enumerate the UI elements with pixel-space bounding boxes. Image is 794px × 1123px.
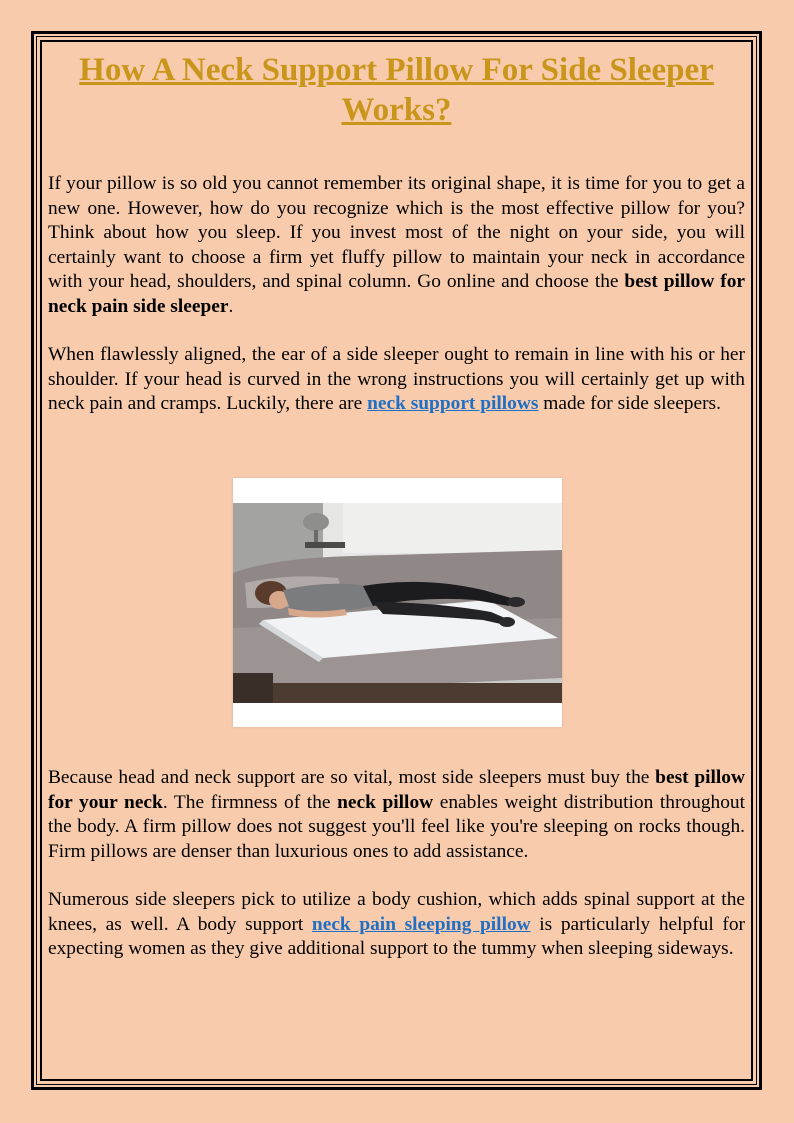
paragraph-body-cushion-end: is particularly helpful for expecting women as they give additional support to the tummy when sleeping sideways. xyxy=(48,913,745,959)
paragraph-intro-text: If your pillow is so old you cannot remember its original shape, it is time for you to get a new one. However, how do you recognize which is the most effective pillow for you? Think about how you sleep. If you invest most of the night on your side, you will certainly want to choose a firm yet fluffy pillow to maintain your neck in accordance with your head, shoulders, and spinal column. Go online and choose the xyxy=(48,173,745,292)
photo-woman-sleeping xyxy=(233,478,562,727)
article-bottom xyxy=(48,766,745,962)
paragraph-body-cushion-text: Numerous side sleepers pick to utilize a body cushion, which adds spinal support at the knees, as well. A body support xyxy=(48,889,745,935)
paragraph-intro xyxy=(48,172,745,319)
bold-best-pillow-for-neck: best pillow for your neck xyxy=(48,767,746,813)
page-title: How A Neck Support Pillow For Side Sleeper Works? xyxy=(79,52,714,128)
bold-best-pillow-side-sleeper: best pillow for neck pain side sleeper xyxy=(48,271,745,317)
paragraph-head-neck-text1: Because head and neck support are so vital, most side sleepers must buy the xyxy=(48,767,656,788)
link-neck-pain-sleeping-pillow[interactable]: neck pain sleeping pillow xyxy=(311,913,531,935)
paragraph-intro-end: . xyxy=(228,295,234,317)
paragraph-head-neck-text3: enables weight distribution throughout the body. A firm pillow does not suggest you'll feel like you're sleeping on rocks though. Firm pillows are denser than luxurious ones to add assistance. xyxy=(48,791,745,862)
paragraph-alignment xyxy=(48,343,745,417)
bold-neck-pillow: neck pillow xyxy=(337,791,434,813)
paragraph-head-neck-text2: . The firmness of the xyxy=(162,791,338,813)
paragraph-alignment-end: made for side sleepers. xyxy=(538,393,721,414)
paragraph-body-cushion xyxy=(48,888,745,962)
link-neck-support-pillows[interactable]: neck support pillows xyxy=(367,393,539,414)
paragraph-head-neck-support xyxy=(48,766,745,864)
paragraph-alignment-text: When flawlessly aligned, the ear of a side sleeper ought to remain in line with his or her shoulder. If your head is curved in the wrong instructions you will certainly get up with neck pain and cramps. Luckily, there are xyxy=(48,344,745,414)
article-top xyxy=(48,50,745,417)
sleeping-photo-illustration xyxy=(233,478,562,727)
